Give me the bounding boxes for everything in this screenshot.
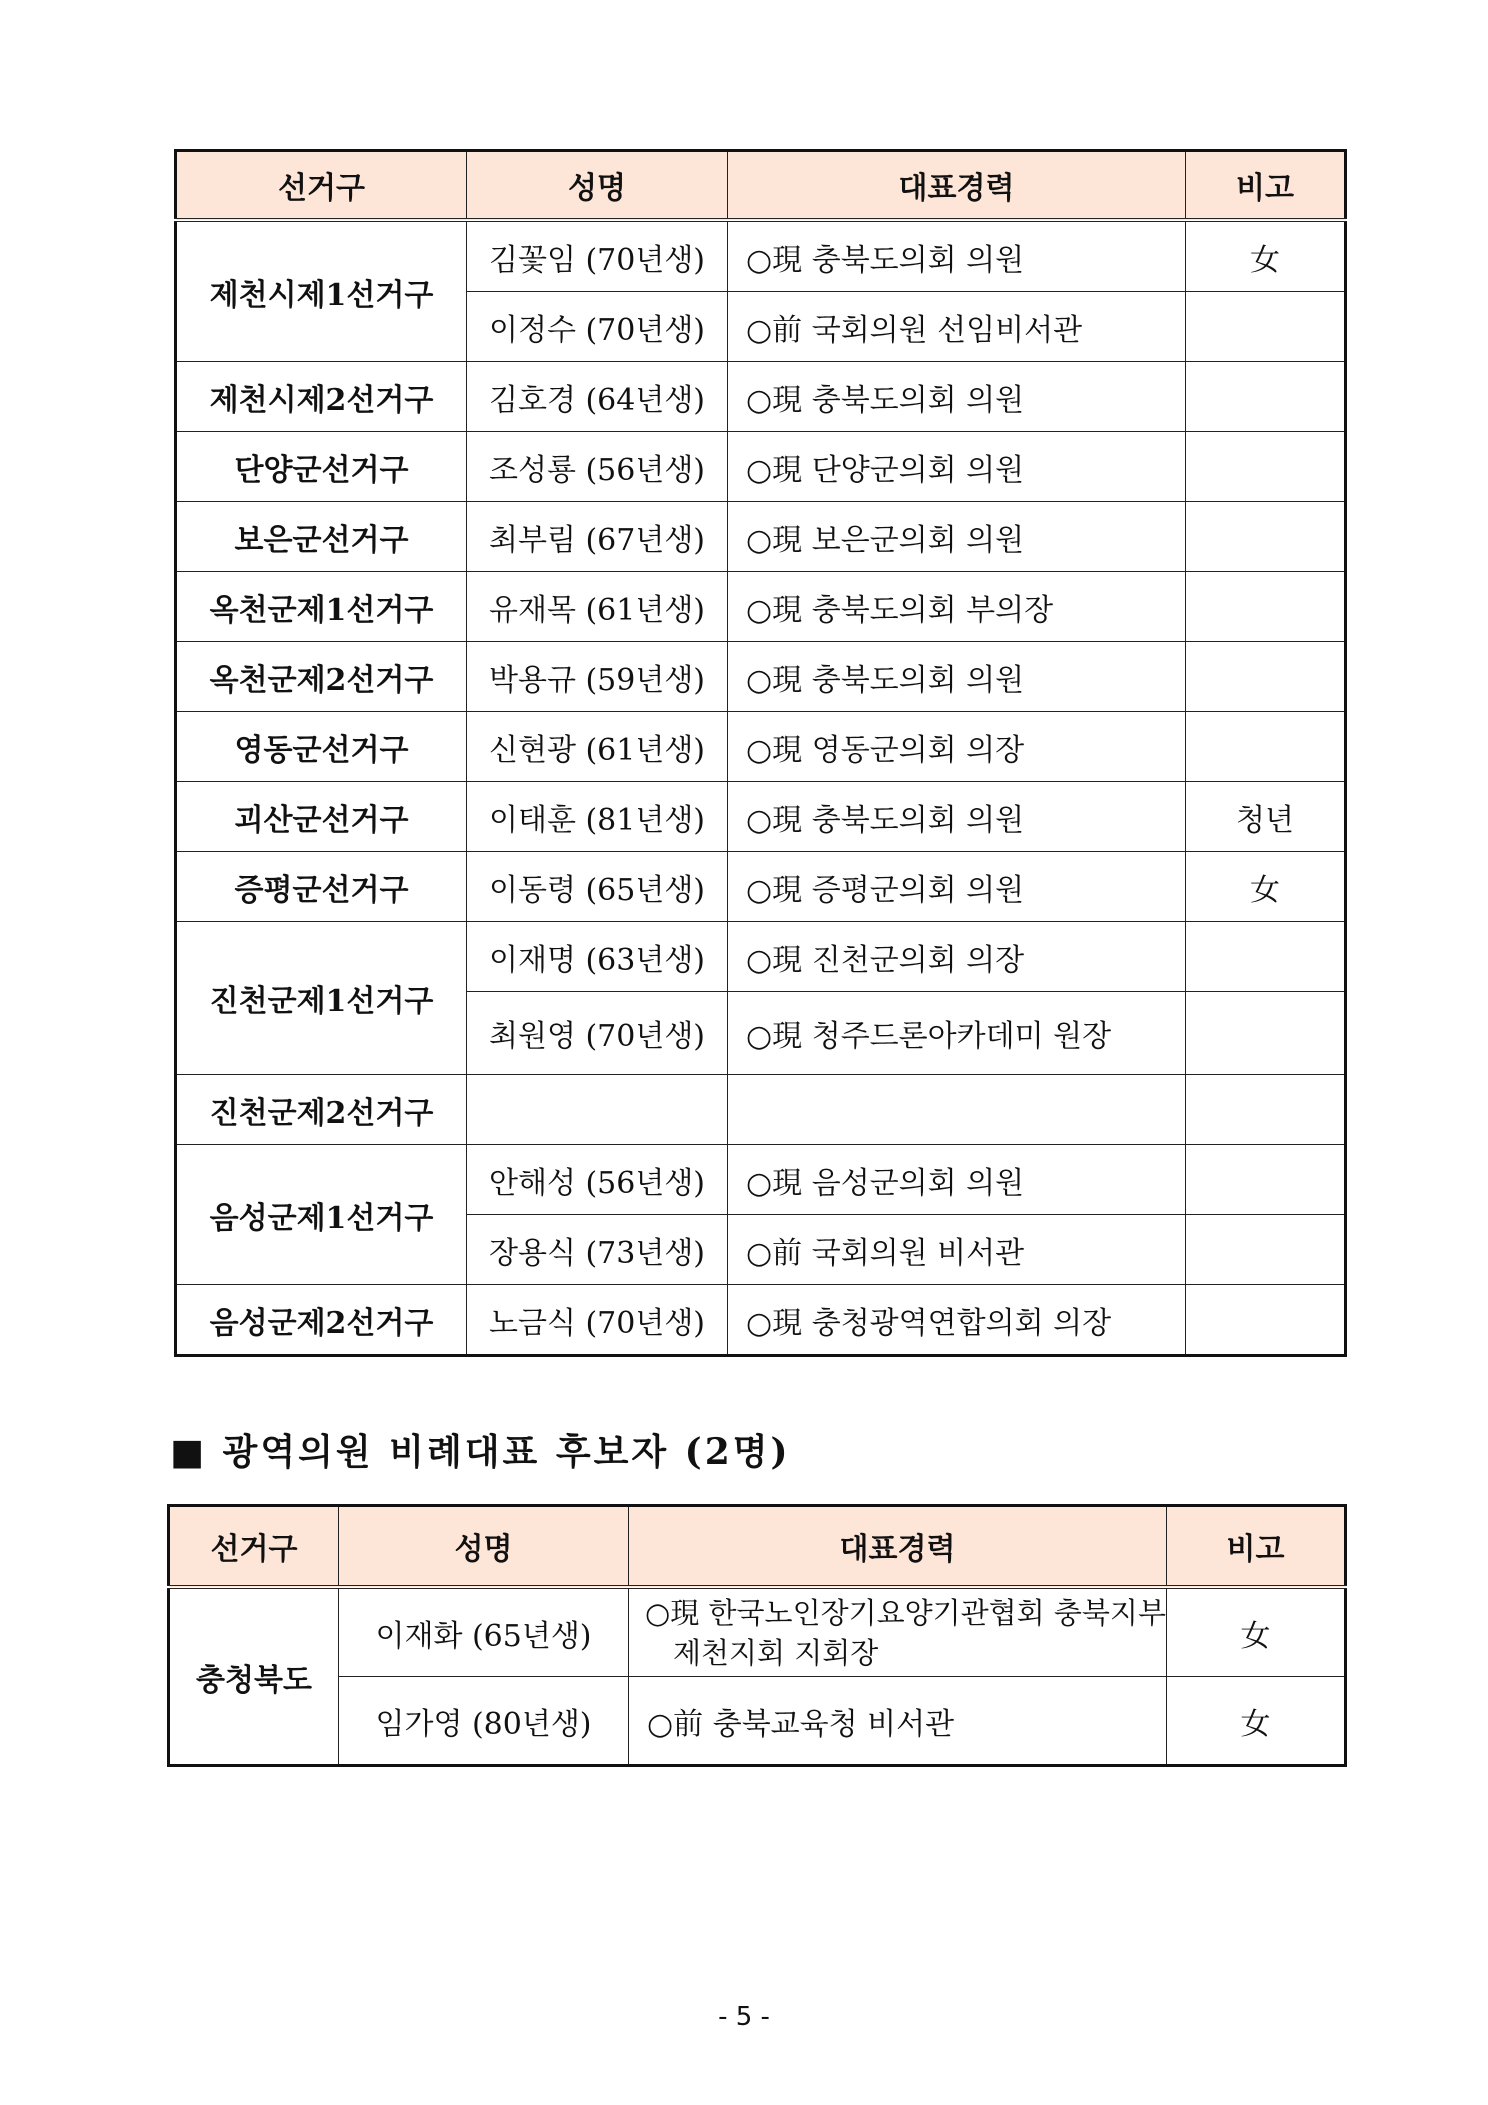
career-line-2: 제천지회 지회장: [673, 1635, 879, 1670]
header-career: 대표경력: [629, 1506, 1167, 1588]
section-heading: ■ 광역의원 비례대표 후보자 (2명): [170, 1431, 791, 1473]
table-row: [176, 782, 1346, 852]
table-row: [176, 362, 1346, 432]
table-row: [176, 712, 1346, 782]
header-career: 대표경력: [728, 151, 1186, 221]
name-cell: 신현광 (61년생): [467, 712, 728, 782]
note-cell: 女: [1186, 852, 1346, 922]
name-cell: [467, 1075, 728, 1145]
name-cell: 이동령 (65년생): [467, 852, 728, 922]
table-row: [176, 642, 1346, 712]
note-cell: [1186, 922, 1346, 992]
note-cell: [1186, 362, 1346, 432]
table-header-row: [169, 1506, 1346, 1588]
name-cell: 최부림 (67년생): [467, 502, 728, 572]
career-cell: ○現 충북도의회 의원: [728, 782, 1186, 852]
district-cell: 음성군제2선거구: [176, 1285, 467, 1356]
header-note: 비고: [1167, 1506, 1346, 1588]
page-number: - 5 -: [718, 2002, 770, 2032]
note-cell: 女: [1167, 1587, 1346, 1677]
table-row: [176, 502, 1346, 572]
district-cell: 증평군선거구: [176, 852, 467, 922]
note-cell: [1186, 712, 1346, 782]
table-row: [176, 852, 1346, 922]
district-cell: 충청북도: [169, 1587, 339, 1766]
name-cell: 이정수 (70년생): [467, 292, 728, 362]
district-cell: 음성군제1선거구: [176, 1145, 467, 1285]
career-line-1: ○現 한국노인장기요양기관협회 충북지부: [645, 1595, 1166, 1630]
table-row: [169, 1677, 1346, 1766]
district-cell: 진천군제2선거구: [176, 1075, 467, 1145]
career-cell: [728, 1075, 1186, 1145]
career-cell: ○現 충북도의회 의원: [728, 220, 1186, 292]
note-cell: [1186, 572, 1346, 642]
district-cell: 보은군선거구: [176, 502, 467, 572]
district-cell: 괴산군선거구: [176, 782, 467, 852]
district-cell: 제천시제2선거구: [176, 362, 467, 432]
header-name: 성명: [467, 151, 728, 221]
name-cell: 최원영 (70년생): [467, 992, 728, 1075]
note-cell: [1186, 432, 1346, 502]
district-cell: 단양군선거구: [176, 432, 467, 502]
table-row: [176, 922, 1346, 992]
name-cell: 조성룡 (56년생): [467, 432, 728, 502]
district-cell: 옥천군제2선거구: [176, 642, 467, 712]
career-cell: ○現 충북도의회 의원: [728, 642, 1186, 712]
name-cell: 이태훈 (81년생): [467, 782, 728, 852]
note-cell: [1186, 642, 1346, 712]
note-cell: [1186, 1215, 1346, 1285]
career-cell: ○前 국회의원 비서관: [728, 1215, 1186, 1285]
career-cell: ○現 단양군의회 의원: [728, 432, 1186, 502]
career-cell: ○現 영동군의회 의장: [728, 712, 1186, 782]
district-cell: 영동군선거구: [176, 712, 467, 782]
district-cell: 옥천군제1선거구: [176, 572, 467, 642]
career-cell: ○現 음성군의회 의원: [728, 1145, 1186, 1215]
career-cell: ○現 충북도의회 부의장: [728, 572, 1186, 642]
career-cell: ○現 충북도의회 의원: [728, 362, 1186, 432]
career-cell: ○現 청주드론아카데미 원장: [728, 992, 1186, 1075]
table-row: [176, 1075, 1346, 1145]
header-name: 성명: [339, 1506, 629, 1588]
note-cell: 女: [1186, 220, 1346, 292]
proportional-candidates-table: [167, 1504, 1347, 1767]
note-cell: [1186, 1285, 1346, 1356]
note-cell: [1186, 1075, 1346, 1145]
name-cell: 장용식 (73년생): [467, 1215, 728, 1285]
table-row: [176, 1145, 1346, 1215]
name-cell: 김호경 (64년생): [467, 362, 728, 432]
name-cell: 유재목 (61년생): [467, 572, 728, 642]
name-cell: 이재명 (63년생): [467, 922, 728, 992]
table-row: [169, 1587, 1346, 1677]
district-candidates-table: [174, 149, 1347, 1357]
career-cell: [629, 1587, 1167, 1677]
table-header-row: [176, 151, 1346, 221]
note-cell: [1186, 1145, 1346, 1215]
district-cell: 진천군제1선거구: [176, 922, 467, 1075]
note-cell: 청년: [1186, 782, 1346, 852]
career-cell: ○前 충북교육청 비서관: [629, 1677, 1167, 1766]
career-cell: ○現 증평군의회 의원: [728, 852, 1186, 922]
note-cell: [1186, 992, 1346, 1075]
header-district: 선거구: [176, 151, 467, 221]
header-district: 선거구: [169, 1506, 339, 1588]
career-cell: ○現 보은군의회 의원: [728, 502, 1186, 572]
table-row: [176, 432, 1346, 502]
table-row: [176, 1285, 1346, 1356]
header-note: 비고: [1186, 151, 1346, 221]
name-cell: 임가영 (80년생): [339, 1677, 629, 1766]
name-cell: 이재화 (65년생): [339, 1587, 629, 1677]
career-cell: ○現 충청광역연합의회 의장: [728, 1285, 1186, 1356]
name-cell: 김꽃임 (70년생): [467, 220, 728, 292]
career-cell: ○前 국회의원 선임비서관: [728, 292, 1186, 362]
note-cell: 女: [1167, 1677, 1346, 1766]
name-cell: 노금식 (70년생): [467, 1285, 728, 1356]
district-cell: 제천시제1선거구: [176, 220, 467, 362]
name-cell: 박용규 (59년생): [467, 642, 728, 712]
note-cell: [1186, 502, 1346, 572]
note-cell: [1186, 292, 1346, 362]
name-cell: 안해성 (56년생): [467, 1145, 728, 1215]
career-cell: ○現 진천군의회 의장: [728, 922, 1186, 992]
table-row: [176, 572, 1346, 642]
table-row: [176, 220, 1346, 292]
